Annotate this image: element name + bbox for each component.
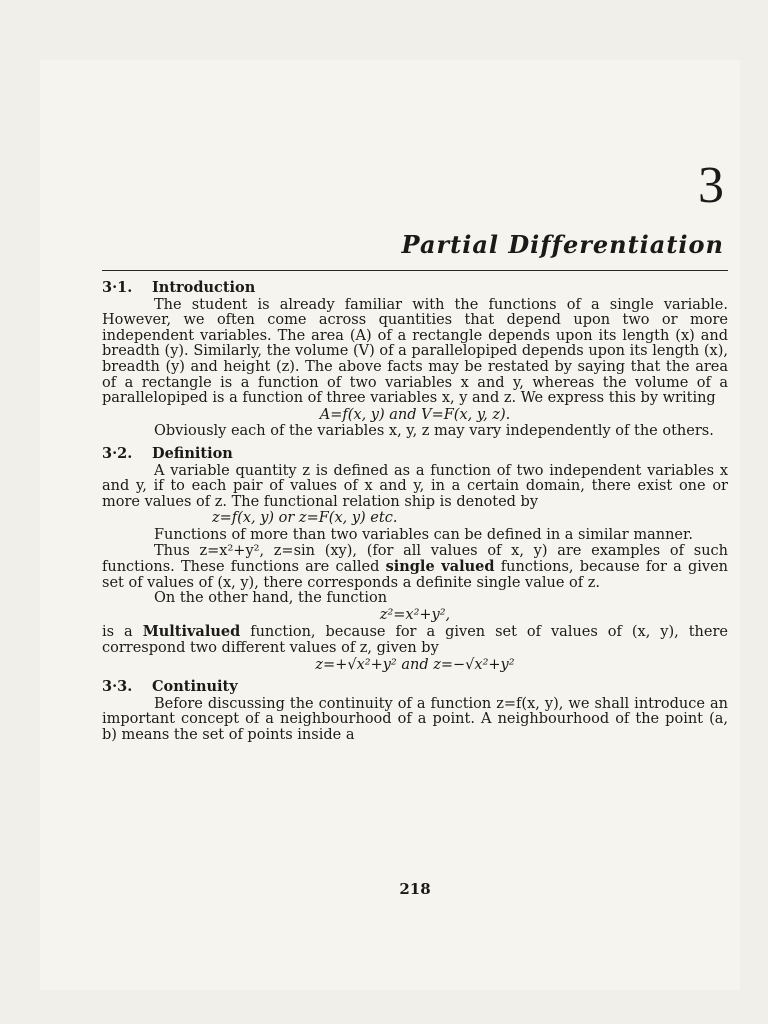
- equation: A=f(x, y) and V=F(x, y, z).: [319, 406, 511, 423]
- section-title: Definition: [152, 444, 233, 462]
- equation: z=+√x²+y² and z=−√x²+y²: [315, 656, 515, 673]
- section-number: 3·1.: [102, 279, 133, 296]
- equation: z²=x²+y²,: [379, 606, 451, 623]
- text-run: is a: [102, 624, 143, 641]
- section-title: Introduction: [152, 279, 256, 296]
- paragraph: On the other hand, the function: [154, 590, 388, 607]
- paragraph: The student is already familiar with the functions of a single variable. However, we often come across quantities that depend upon two or more independent variables. The area (A) of a rectangle depends upon its length (x) and breadth (y). Similarly, the volume (V) of a parallelopiped depends upon its length (x), breadth (y) and height (z). The above facts may be restated by saying that the area of a rectangle is a function of two variables x and y, whereas the volume of a parallelopiped is a function of three variables x, y and z. We express this by writing: [102, 296, 728, 407]
- chapter-number: 3: [698, 157, 724, 214]
- section-heading-introduction: [102, 280, 728, 296]
- text-run: function, because for a given set of values of (x, y), there correspond two different values of z, given by: [102, 624, 728, 657]
- paragraph: Functions of more than two variables can be defined in a similar manner.: [154, 526, 693, 543]
- text-run: functions, because for a given set of values of (x, y), there corresponds a definite single value of z.: [102, 559, 728, 591]
- book-page: [40, 60, 740, 990]
- page-number: 218: [399, 880, 431, 898]
- paragraph: A variable quantity z is defined as a function of two independent variables x and y, if to each pair of values of x and y, in a certain domain, there exist one or more values of z. The functional relation ship is denoted by: [102, 462, 728, 510]
- text-run: Thus z=x²+y², z=sin (xy), (for all values of x, y) are examples of such functions. These functions are called: [102, 542, 728, 576]
- bold-term: single valued: [385, 558, 495, 576]
- chapter-title: Partial Differentiation: [401, 230, 724, 259]
- title-rule: [102, 270, 728, 271]
- paragraph: [102, 624, 728, 656]
- section-heading-continuity: [102, 679, 728, 695]
- section-heading-definition: [102, 446, 728, 462]
- equation: z=f(x, y) or z=F(x, y) etc.: [212, 510, 398, 527]
- section-number: 3·3.: [102, 678, 133, 696]
- body-text: [102, 274, 728, 744]
- bold-term: Multivalued: [142, 623, 241, 641]
- section-number: 3·2.: [102, 444, 133, 462]
- paragraph: [102, 544, 728, 592]
- paragraph: Obviously each of the variables x, y, z may vary independently of the others.: [154, 423, 714, 440]
- paragraph: Before discussing the continuity of a function z=f(x, y), we shall introduce an important concept of a neighbourhood of a point. A neighbourhood of the point (a, b) means the set of points inside a: [102, 695, 728, 744]
- section-title: Continuity: [152, 678, 238, 696]
